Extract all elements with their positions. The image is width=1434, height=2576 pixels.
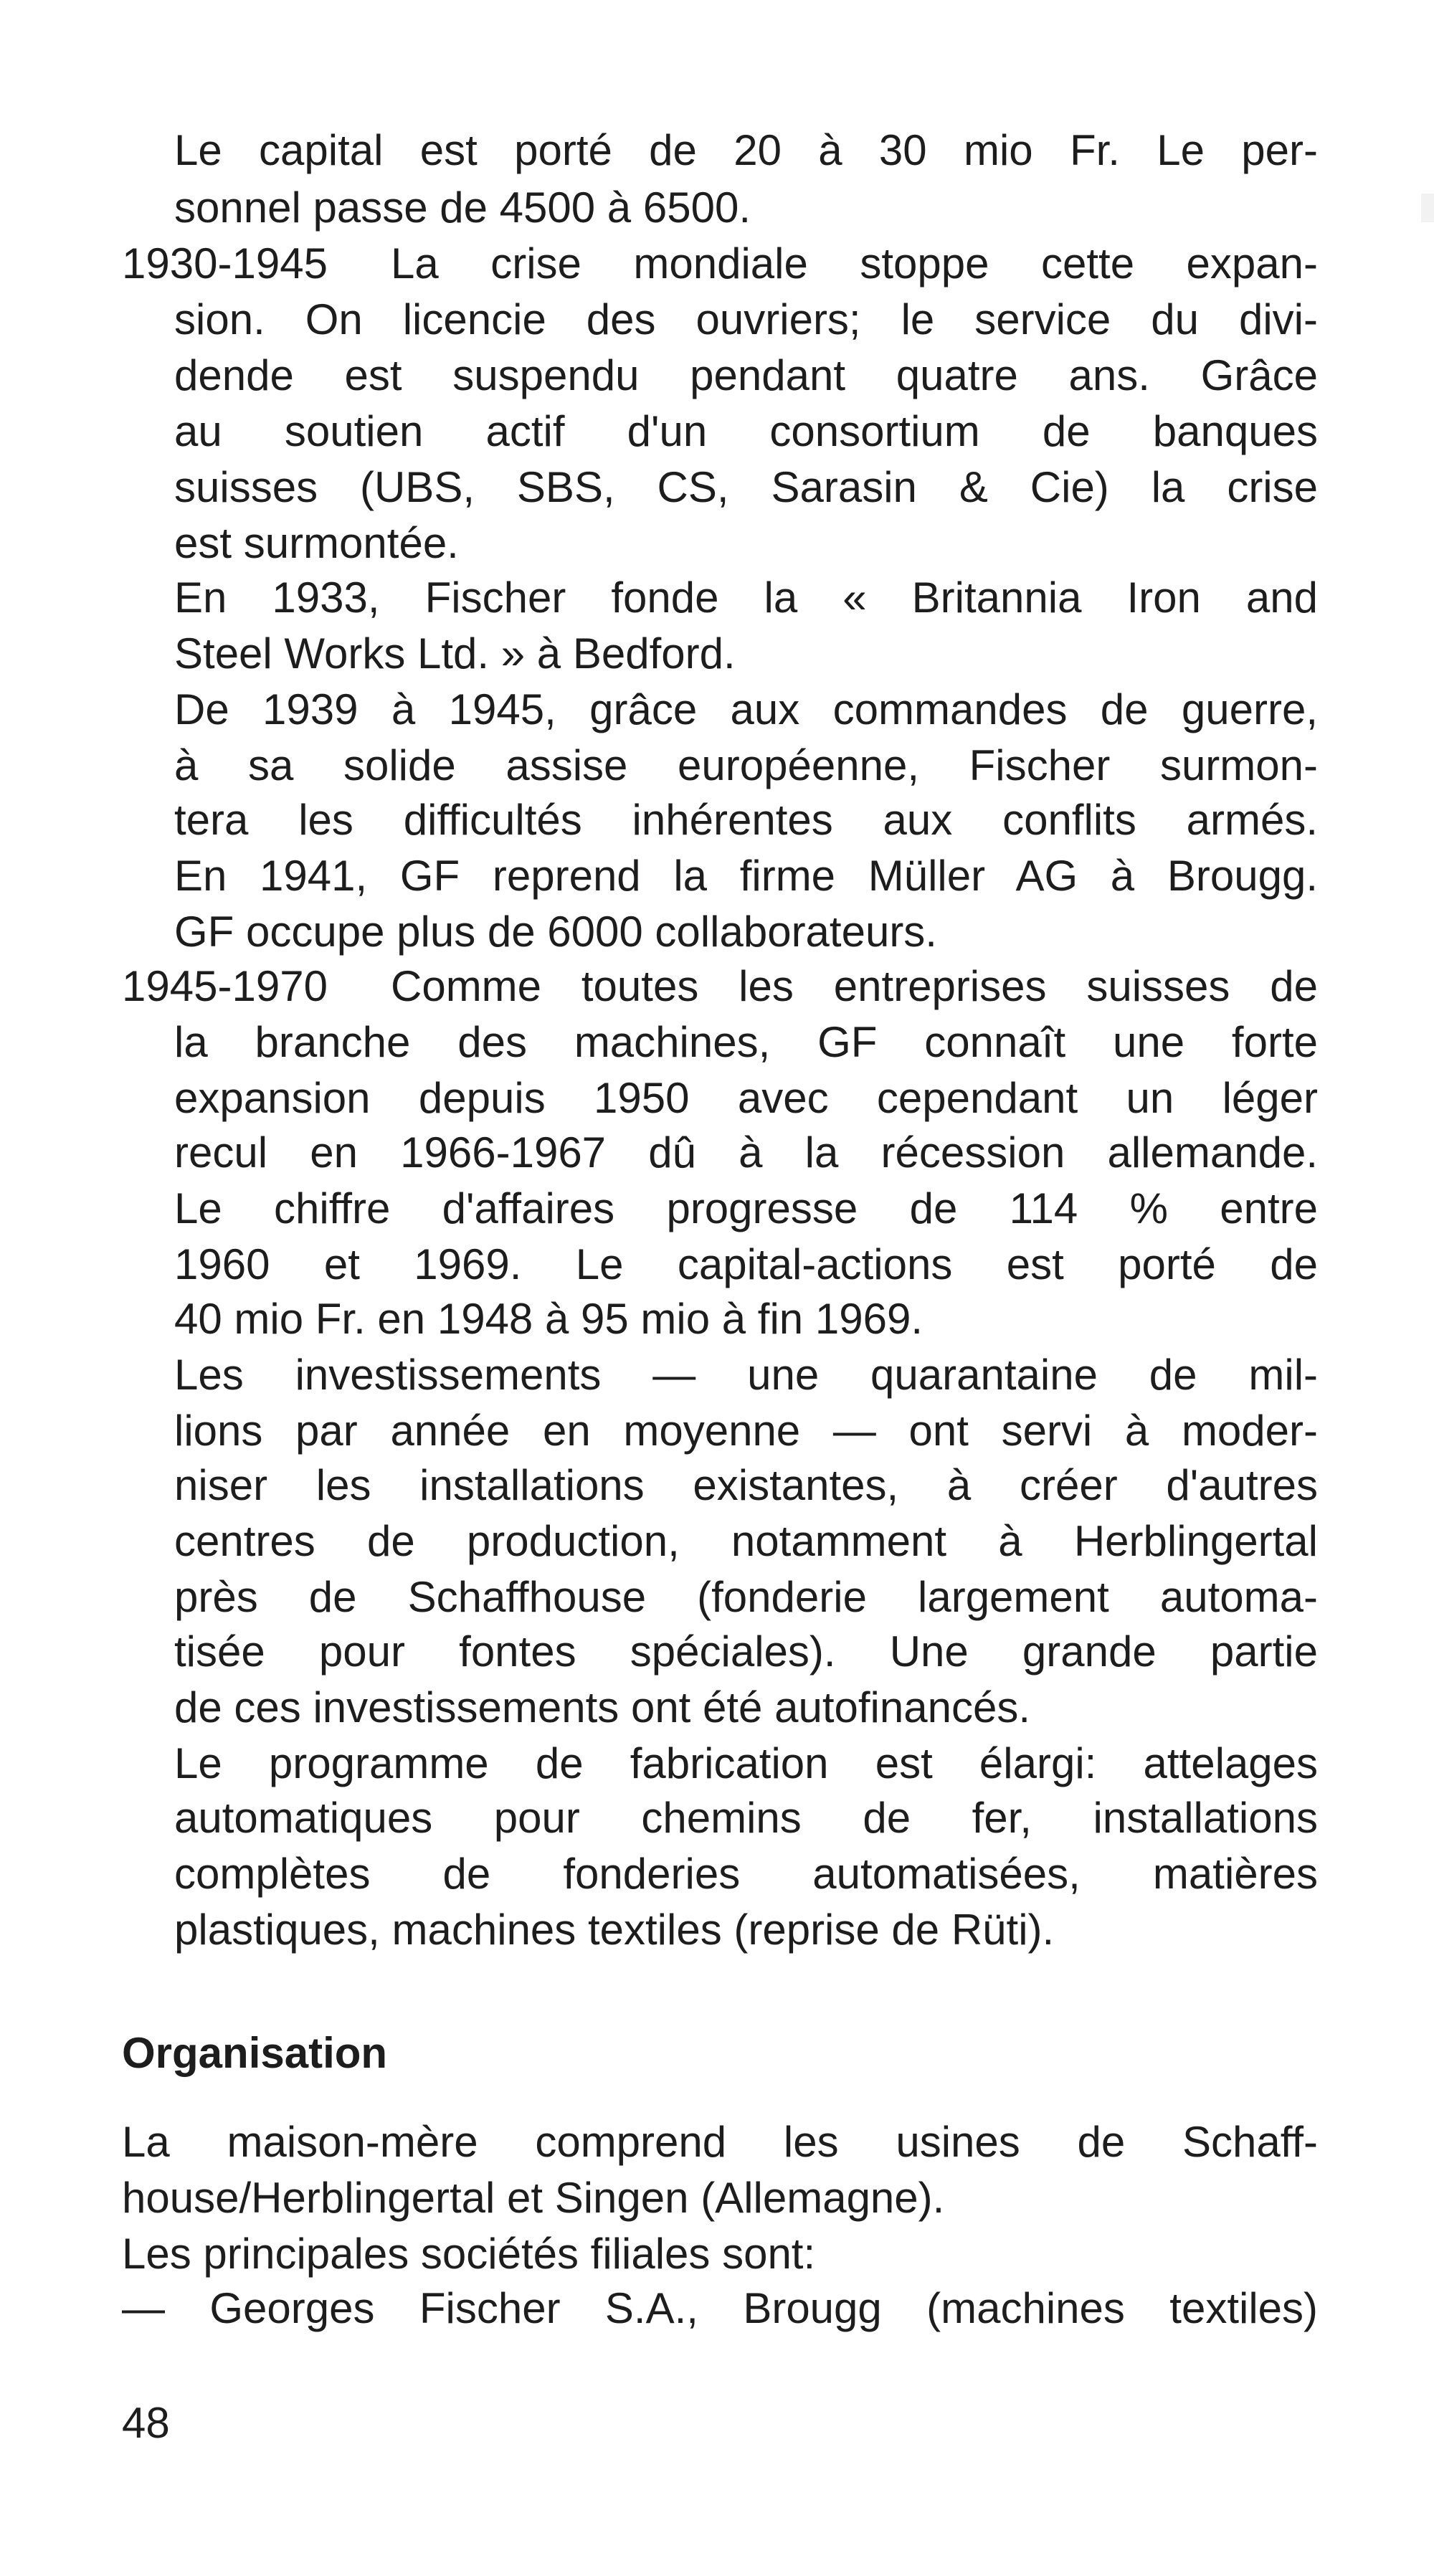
period-year-1930-1945: 1930-1945 (122, 239, 328, 287)
paragraph-line: Le chiffre d'affaires progresse de 114 % entre (174, 1184, 1318, 1232)
paragraph-line: En 1941, GF reprend la firme Müller AG à Brougg. (174, 852, 1318, 900)
paragraph-line: GF occupe plus de 6000 collaborateurs. (174, 908, 937, 956)
paragraph-line: De 1939 à 1945, grâce aux commandes de guerre, (174, 685, 1318, 733)
paragraph-line: près de Schaffhouse (fonderie largement automa- (174, 1573, 1318, 1621)
paragraph-line: expansion depuis 1950 avec cependant un léger (174, 1074, 1318, 1122)
paragraph-line: En 1933, Fischer fonde la « Britannia Iron and (174, 574, 1318, 622)
paragraph-line: automatiques pour chemins de fer, installations (174, 1794, 1318, 1842)
period-year-1945-1970: 1945-1970 (122, 962, 328, 1010)
paragraph-line: La crise mondiale stoppe cette expan- (391, 239, 1318, 287)
paragraph-line: suisses (UBS, SBS, CS, Sarasin & Cie) la crise (174, 463, 1318, 511)
organisation-line: Les principales sociétés filiales sont: (122, 2230, 816, 2278)
paragraph-line: Comme toutes les entreprises suisses de (391, 962, 1318, 1010)
paragraph-line: lions par année en moyenne — ont servi à moder- (174, 1407, 1318, 1455)
intro-line: Le capital est porté de 20 à 30 mio Fr. Le per- (174, 126, 1318, 174)
paragraph-line: niser les installations existantes, à créer d'autres (174, 1461, 1318, 1509)
organisation-line: — Georges Fischer S.A., Brougg (machines textiles) (122, 2284, 1318, 2332)
organisation-line: house/Herblingertal et Singen (Allemagne). (122, 2174, 945, 2222)
page-number: 48 (122, 2399, 170, 2447)
intro-line: sonnel passe de 4500 à 6500. (174, 184, 751, 232)
paragraph-line: au soutien actif d'un consortium de banques (174, 407, 1318, 455)
paragraph-line: 1960 et 1969. Le capital-actions est porté de (174, 1240, 1318, 1288)
section-heading-organisation: Organisation (122, 2029, 388, 2077)
paragraph-line: la branche des machines, GF connaît une forte (174, 1018, 1318, 1066)
paragraph-line: plastiques, machines textiles (reprise de Rüti). (174, 1906, 1055, 1954)
paragraph-line: recul en 1966-1967 dû à la récession allemande. (174, 1128, 1318, 1177)
paragraph-line: dende est suspendu pendant quatre ans. Grâce (174, 351, 1318, 399)
paragraph-line: 40 mio Fr. en 1948 à 95 mio à fin 1969. (174, 1295, 923, 1343)
page-edge-mark (1421, 194, 1434, 222)
paragraph-line: Steel Works Ltd. » à Bedford. (174, 629, 736, 678)
paragraph-line: à sa solide assise européenne, Fischer surmon- (174, 741, 1318, 789)
paragraph-line: est surmontée. (174, 519, 459, 567)
paragraph-line: tisée pour fontes spéciales). Une grande partie (174, 1627, 1318, 1676)
paragraph-line: Le programme de fabrication est élargi: attelages (174, 1739, 1318, 1787)
organisation-line: La maison-mère comprend les usines de Schaff- (122, 2118, 1318, 2166)
paragraph-line: complètes de fonderies automatisées, matières (174, 1850, 1318, 1898)
paragraph-line: tera les difficultés inhérentes aux conflits armés. (174, 796, 1318, 844)
paragraph-line: centres de production, notamment à Herblingertal (174, 1517, 1318, 1565)
paragraph-line: de ces investissements ont été autofinancés. (174, 1683, 1031, 1731)
paragraph-line: Les investissements — une quarantaine de mil- (174, 1351, 1318, 1399)
paragraph-line: sion. On licencie des ouvriers; le service du divi- (174, 295, 1318, 343)
